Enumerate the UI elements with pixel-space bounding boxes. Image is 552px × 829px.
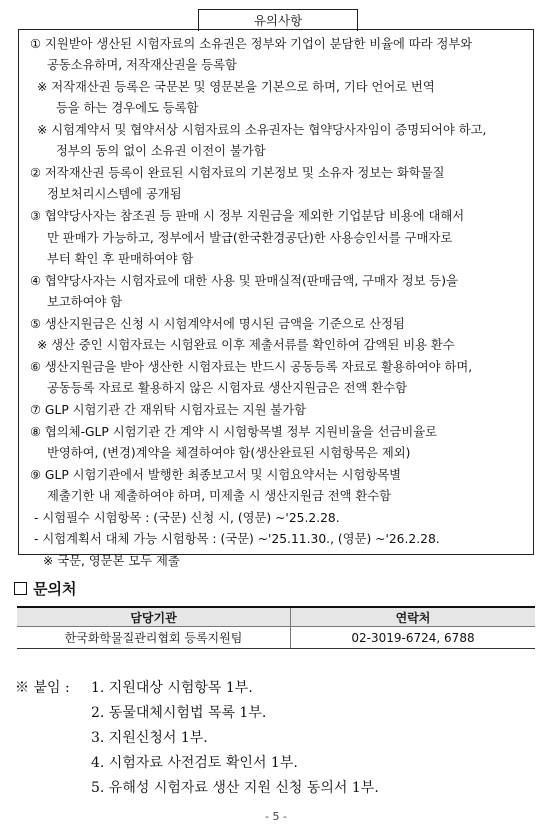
attachment-item: 5. 유해성 시험자료 생산 지원 신청 동의서 1부.: [91, 780, 379, 796]
contact-heading: [14, 578, 76, 599]
page-number: - 5 -: [265, 810, 287, 823]
attachment-item: 4. 시험자료 사전검토 확인서 1부.: [91, 755, 298, 771]
note-line: ② 저작재산권 등록이 완료된 시험자료의 기본정보 및 소유자 정보는 화학물질: [30, 166, 445, 180]
column-header-contact: 연락처: [291, 607, 536, 627]
column-header-agency: 담당기관: [17, 607, 291, 627]
note-line: ※ 시험계약서 및 협약서상 시험자료의 소유권자는 협약당사자임이 증명되어야 하고,: [37, 123, 487, 137]
note-line: 공동소유하며, 저작재산권을 등록함: [47, 58, 237, 72]
note-line: ⑦ GLP 시험기관 간 재위탁 시험자료는 지원 불가함: [30, 403, 306, 417]
note-line: ③ 협약당사자는 참조권 등 판매 시 정부 지원금을 제외한 기업분담 비용에 대해서: [30, 209, 465, 223]
note-line: ① 지원받아 생산된 시험자료의 소유권은 정부와 기업이 분담한 비율에 따라 정부와: [30, 37, 473, 51]
attachment-item: 2. 동물대체시험법 목록 1부.: [91, 705, 267, 721]
note-line: 정부의 동의 없이 소유권 이전이 불가함: [56, 144, 266, 158]
note-line: - 시험계획서 대체 가능 시험항목 : (국문) ~'25.11.30., (영문) ~'26.2.28.: [34, 532, 440, 546]
note-line: ④ 협약당사자는 시험자료에 대한 사용 및 판매실적(판매금액, 구매자 정보 등)을: [30, 274, 458, 288]
note-line: 부터 확인 후 판매하여야 함: [47, 252, 194, 266]
attachment-item: 1. 지원대상 시험항목 1부.: [91, 680, 253, 696]
table-row: [17, 627, 535, 649]
attachments-label: ※ 붙임 :: [15, 680, 70, 696]
note-line: 반영하여, (변경)계약을 체결하여야 함(생산완료된 시험항목은 제외): [47, 446, 411, 460]
note-line: ※ 생산 중인 시험자료는 시험완료 이후 제출서류를 확인하여 감액된 비용 환수: [37, 338, 455, 352]
notes-title: 유의사항: [198, 9, 358, 31]
contact-table-header: [17, 607, 535, 627]
note-line: ⑧ 협의체-GLP 시험기관 간 계약 시 시험항목별 정부 지원비율을 선금비율로: [30, 425, 438, 439]
note-line: ⑨ GLP 시험기관에서 발행한 최종보고서 및 시험요약서는 시험항목별: [30, 468, 402, 482]
contact-heading-text: 문의처: [33, 580, 77, 598]
agency-cell: 한국화학물질관리협회 등록지원팀: [17, 627, 291, 649]
attachment-item: 3. 지원신청서 1부.: [91, 730, 208, 746]
contact-table: [17, 606, 535, 649]
checkbox-square-icon: [14, 582, 27, 595]
note-line: 공동등록 자료로 활용하지 않은 시험자료 생산지원금은 전액 환수함: [47, 381, 407, 395]
note-line: ※ 국문, 영문본 모두 제출: [43, 554, 180, 568]
note-line: 정보처리시스템에 공개됨: [47, 187, 182, 201]
note-line: - 시험필수 시험항목 : (국문) 신청 시, (영문) ~'25.2.28.: [34, 511, 340, 525]
note-line: ⑤ 생산지원금은 신청 시 시험계약서에 명시된 금액을 기준으로 산정됨: [30, 317, 405, 331]
note-line: ⑥ 생산지원금을 받아 생산한 시험자료는 반드시 공동등록 자료로 활용하여야 하며,: [30, 360, 473, 374]
note-line: 등을 하는 경우에도 등록함: [56, 101, 199, 115]
note-line: ※ 저작재산권 등록은 국문본 및 영문본을 기본으로 하며, 기타 언어로 번역: [37, 80, 435, 94]
note-line: 보고하여야 함: [47, 295, 123, 309]
note-line: 제출기한 내 제출하여야 하며, 미제출 시 생산지원금 전액 환수함: [47, 489, 392, 503]
note-line: 만 판매가 가능하고, 정부에서 발급(한국환경공단)한 사용승인서를 구매자로: [47, 231, 453, 245]
phone-cell: 02-3019-6724, 6788: [291, 627, 536, 649]
